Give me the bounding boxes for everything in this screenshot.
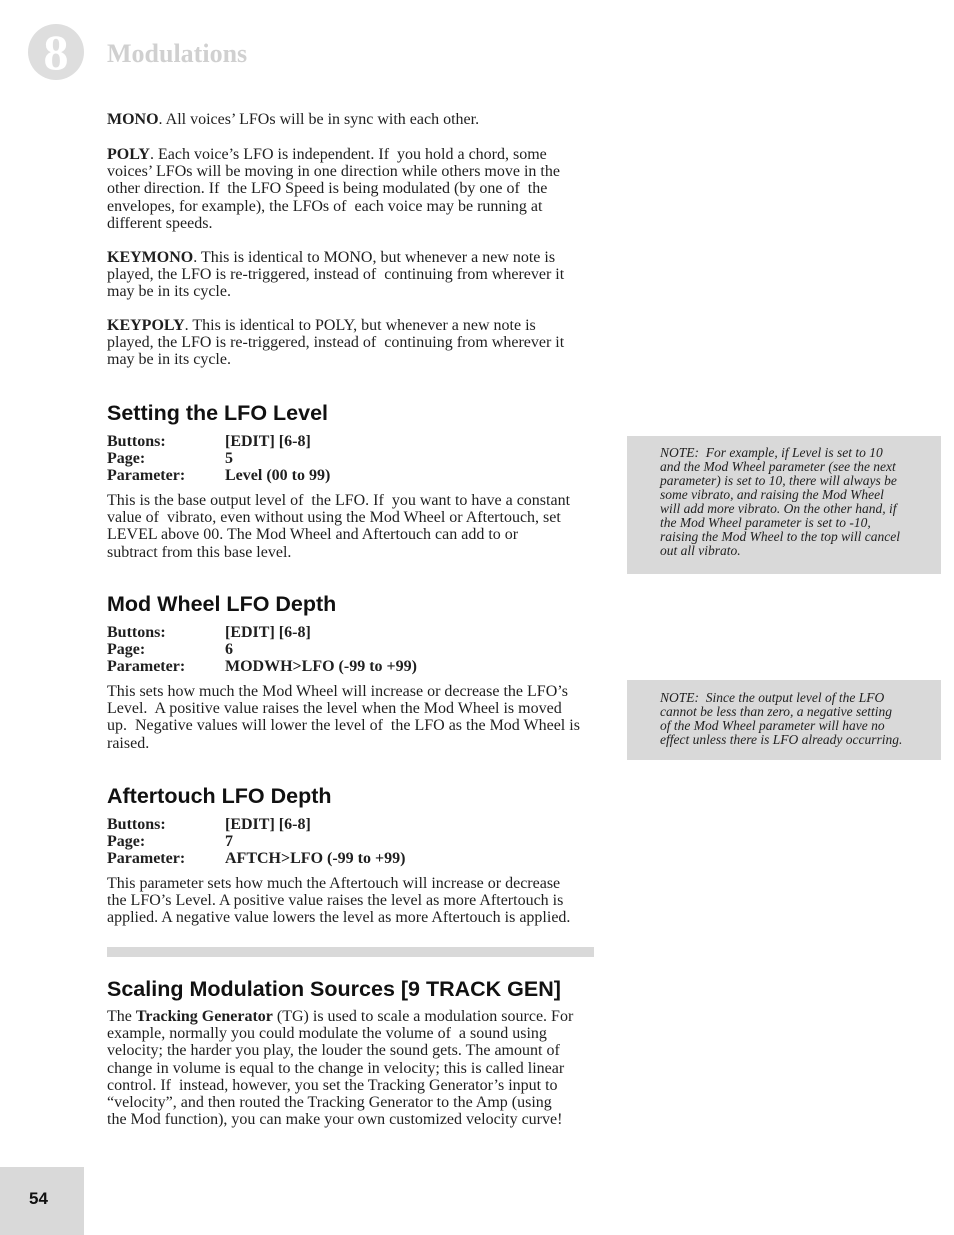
note-line: the Mod Wheel parameter is set to -10, [660, 515, 871, 530]
param-value: AFTCH>LFO (-99 to +99) [225, 850, 406, 867]
param-row-parameter [107, 467, 527, 484]
note-line: raising the Mod Wheel to the top will cancel [660, 529, 900, 544]
parameter-table-lfo-level [107, 433, 527, 484]
note-line: parameter) is set to 10, there will always be [660, 473, 897, 488]
text-line: voices’ LFOs will be moving in one direction while others move in the [107, 163, 560, 181]
text-line [107, 146, 560, 163]
paragraph-mod-wheel [107, 683, 580, 752]
note-line: and the Mod Wheel parameter (see the next [660, 459, 896, 474]
param-label: Parameter: [107, 850, 186, 867]
text-line [107, 317, 564, 334]
param-value: 6 [225, 641, 233, 658]
text-line: may be in its cycle. [107, 351, 231, 369]
text-line [107, 111, 479, 128]
text-line: value of vibrato, even without using the Mod Wheel or Aftertouch, set [107, 509, 561, 527]
paragraph-lfo-level [107, 492, 570, 561]
paragraph-keymono [107, 249, 564, 301]
param-row-page [107, 833, 527, 850]
param-value: 7 [225, 833, 233, 850]
text-line: may be in its cycle. [107, 283, 231, 301]
param-value: Level (00 to 99) [225, 467, 331, 484]
text-line: velocity; the harder you play, the louder the sound gets. The amount of [107, 1042, 560, 1060]
section-heading-lfo-level: Setting the LFO Level [107, 401, 328, 425]
text-line: played, the LFO is re-triggered, instead of continuing from wherever it [107, 266, 565, 284]
term-mono: MONO [107, 111, 159, 128]
param-value: [EDIT] [6-8] [225, 624, 311, 641]
text-line [107, 249, 564, 266]
text-line: “velocity”, and then routed the Tracking Generator to the Amp (using [107, 1093, 552, 1111]
param-row-page [107, 641, 527, 658]
text-line: applied. A negative value lowers the level as more Aftertouch is applied. [107, 909, 571, 927]
parameter-table-mod-wheel [107, 624, 527, 675]
line-text: . All voices’ LFOs will be in sync with each other. [158, 111, 480, 128]
param-row-buttons [107, 624, 527, 641]
param-value: 5 [225, 450, 233, 467]
text-line: This sets how much the Mod Wheel will increase or decrease the LFO’s [107, 683, 568, 700]
sidebar-note-level-example [627, 436, 941, 574]
sidebar-note-lfo-output [627, 680, 941, 760]
param-label: Buttons: [107, 433, 166, 450]
text-line: change in volume is equal to the change in velocity; this is called linear [107, 1059, 565, 1077]
paragraph-aftertouch [107, 875, 570, 927]
text-line: raised. [107, 734, 150, 752]
line-text: (TG) is used to scale a modulation source. For [272, 1008, 574, 1025]
section-heading-aftertouch-lfo-depth: Aftertouch LFO Depth [107, 784, 332, 808]
term-tracking-generator: Tracking Generator [135, 1008, 273, 1025]
note-line: some vibrato, and raising the Mod Wheel [660, 487, 884, 502]
note-line: cannot be less than zero, a negative setting [660, 704, 892, 719]
note-line: out all vibrato. [660, 543, 741, 558]
param-label: Buttons: [107, 624, 166, 641]
parameter-table-aftertouch [107, 816, 527, 867]
term-keypoly: KEYPOLY [107, 317, 185, 334]
param-row-parameter [107, 658, 527, 675]
text-line: Level. A positive value raises the level when the Mod Wheel is moved [107, 700, 562, 718]
param-label: Parameter: [107, 658, 186, 675]
param-label: Page: [107, 450, 146, 467]
text-line: up. Negative values will lower the level of the LFO as the Mod Wheel is [107, 717, 580, 735]
chapter-title: Modulations [107, 39, 248, 68]
text-line: This is the base output level of the LFO. If you want to have a constant [107, 492, 571, 509]
page-number: 54 [29, 1189, 48, 1208]
text-line: subtract from this base level. [107, 543, 292, 561]
text-line: example, normally you could modulate the volume of a sound using [107, 1025, 547, 1043]
line-text: The [107, 1008, 136, 1025]
text-line: This parameter sets how much the Aftertouch will increase or decrease [107, 875, 561, 892]
section-divider-bar [107, 947, 594, 957]
text-line: LEVEL above 00. The Mod Wheel and Aftertouch can add to or [107, 526, 519, 544]
section-heading-mod-wheel-lfo-depth: Mod Wheel LFO Depth [107, 592, 337, 616]
param-row-buttons [107, 816, 527, 833]
paragraph-mono [107, 111, 479, 128]
paragraph-tracking-generator [107, 1008, 573, 1128]
page-number-box [0, 1167, 84, 1235]
section-heading-scaling-modulation-sources: Scaling Modulation Sources [9 TRACK GEN] [107, 977, 561, 1001]
param-row-page [107, 450, 527, 467]
param-value: [EDIT] [6-8] [225, 433, 311, 450]
text-line: envelopes, for example), the LFOs of each voice may be running at [107, 197, 543, 215]
chapter-number-badge: 8 [28, 24, 84, 80]
text-line: the LFO’s Level. A positive value raises the level as more Aftertouch is [107, 892, 564, 910]
param-value: MODWH>LFO (-99 to +99) [225, 658, 417, 675]
param-label: Page: [107, 833, 146, 850]
text-line: other direction. If the LFO Speed is being modulated (by one of the [107, 180, 548, 198]
paragraph-poly [107, 146, 560, 232]
text-line: control. If instead, however, you set the Tracking Generator’s input to [107, 1076, 558, 1094]
note-line: of the Mod Wheel parameter will have no [660, 718, 885, 733]
paragraph-keypoly [107, 317, 564, 369]
text-line: the Mod function), you can make your own customized velocity curve! [107, 1111, 563, 1129]
term-poly: POLY [107, 146, 150, 163]
note-line: NOTE: For example, if Level is set to 10 [660, 445, 883, 460]
note-line: NOTE: Since the output level of the LFO [660, 690, 885, 705]
param-label: Page: [107, 641, 146, 658]
term-keymono: KEYMONO [107, 249, 194, 266]
note-line: effect unless there is LFO already occurring. [660, 732, 903, 747]
param-label: Buttons: [107, 816, 166, 833]
text-line: played, the LFO is re-triggered, instead of continuing from wherever it [107, 334, 565, 352]
param-value: [EDIT] [6-8] [225, 816, 311, 833]
note-line: will add more vibrato. On the other hand, if [660, 501, 897, 516]
param-label: Parameter: [107, 467, 186, 484]
line-text: . Each voice’s LFO is independent. If you hold a chord, some [149, 146, 547, 163]
text-line [107, 1008, 573, 1025]
param-row-buttons [107, 433, 527, 450]
param-row-parameter [107, 850, 527, 867]
text-line: different speeds. [107, 214, 213, 232]
line-text: . This is identical to MONO, but whenever a new note is [193, 249, 556, 266]
line-text: . This is identical to POLY, but whenever a new note is [184, 317, 536, 334]
